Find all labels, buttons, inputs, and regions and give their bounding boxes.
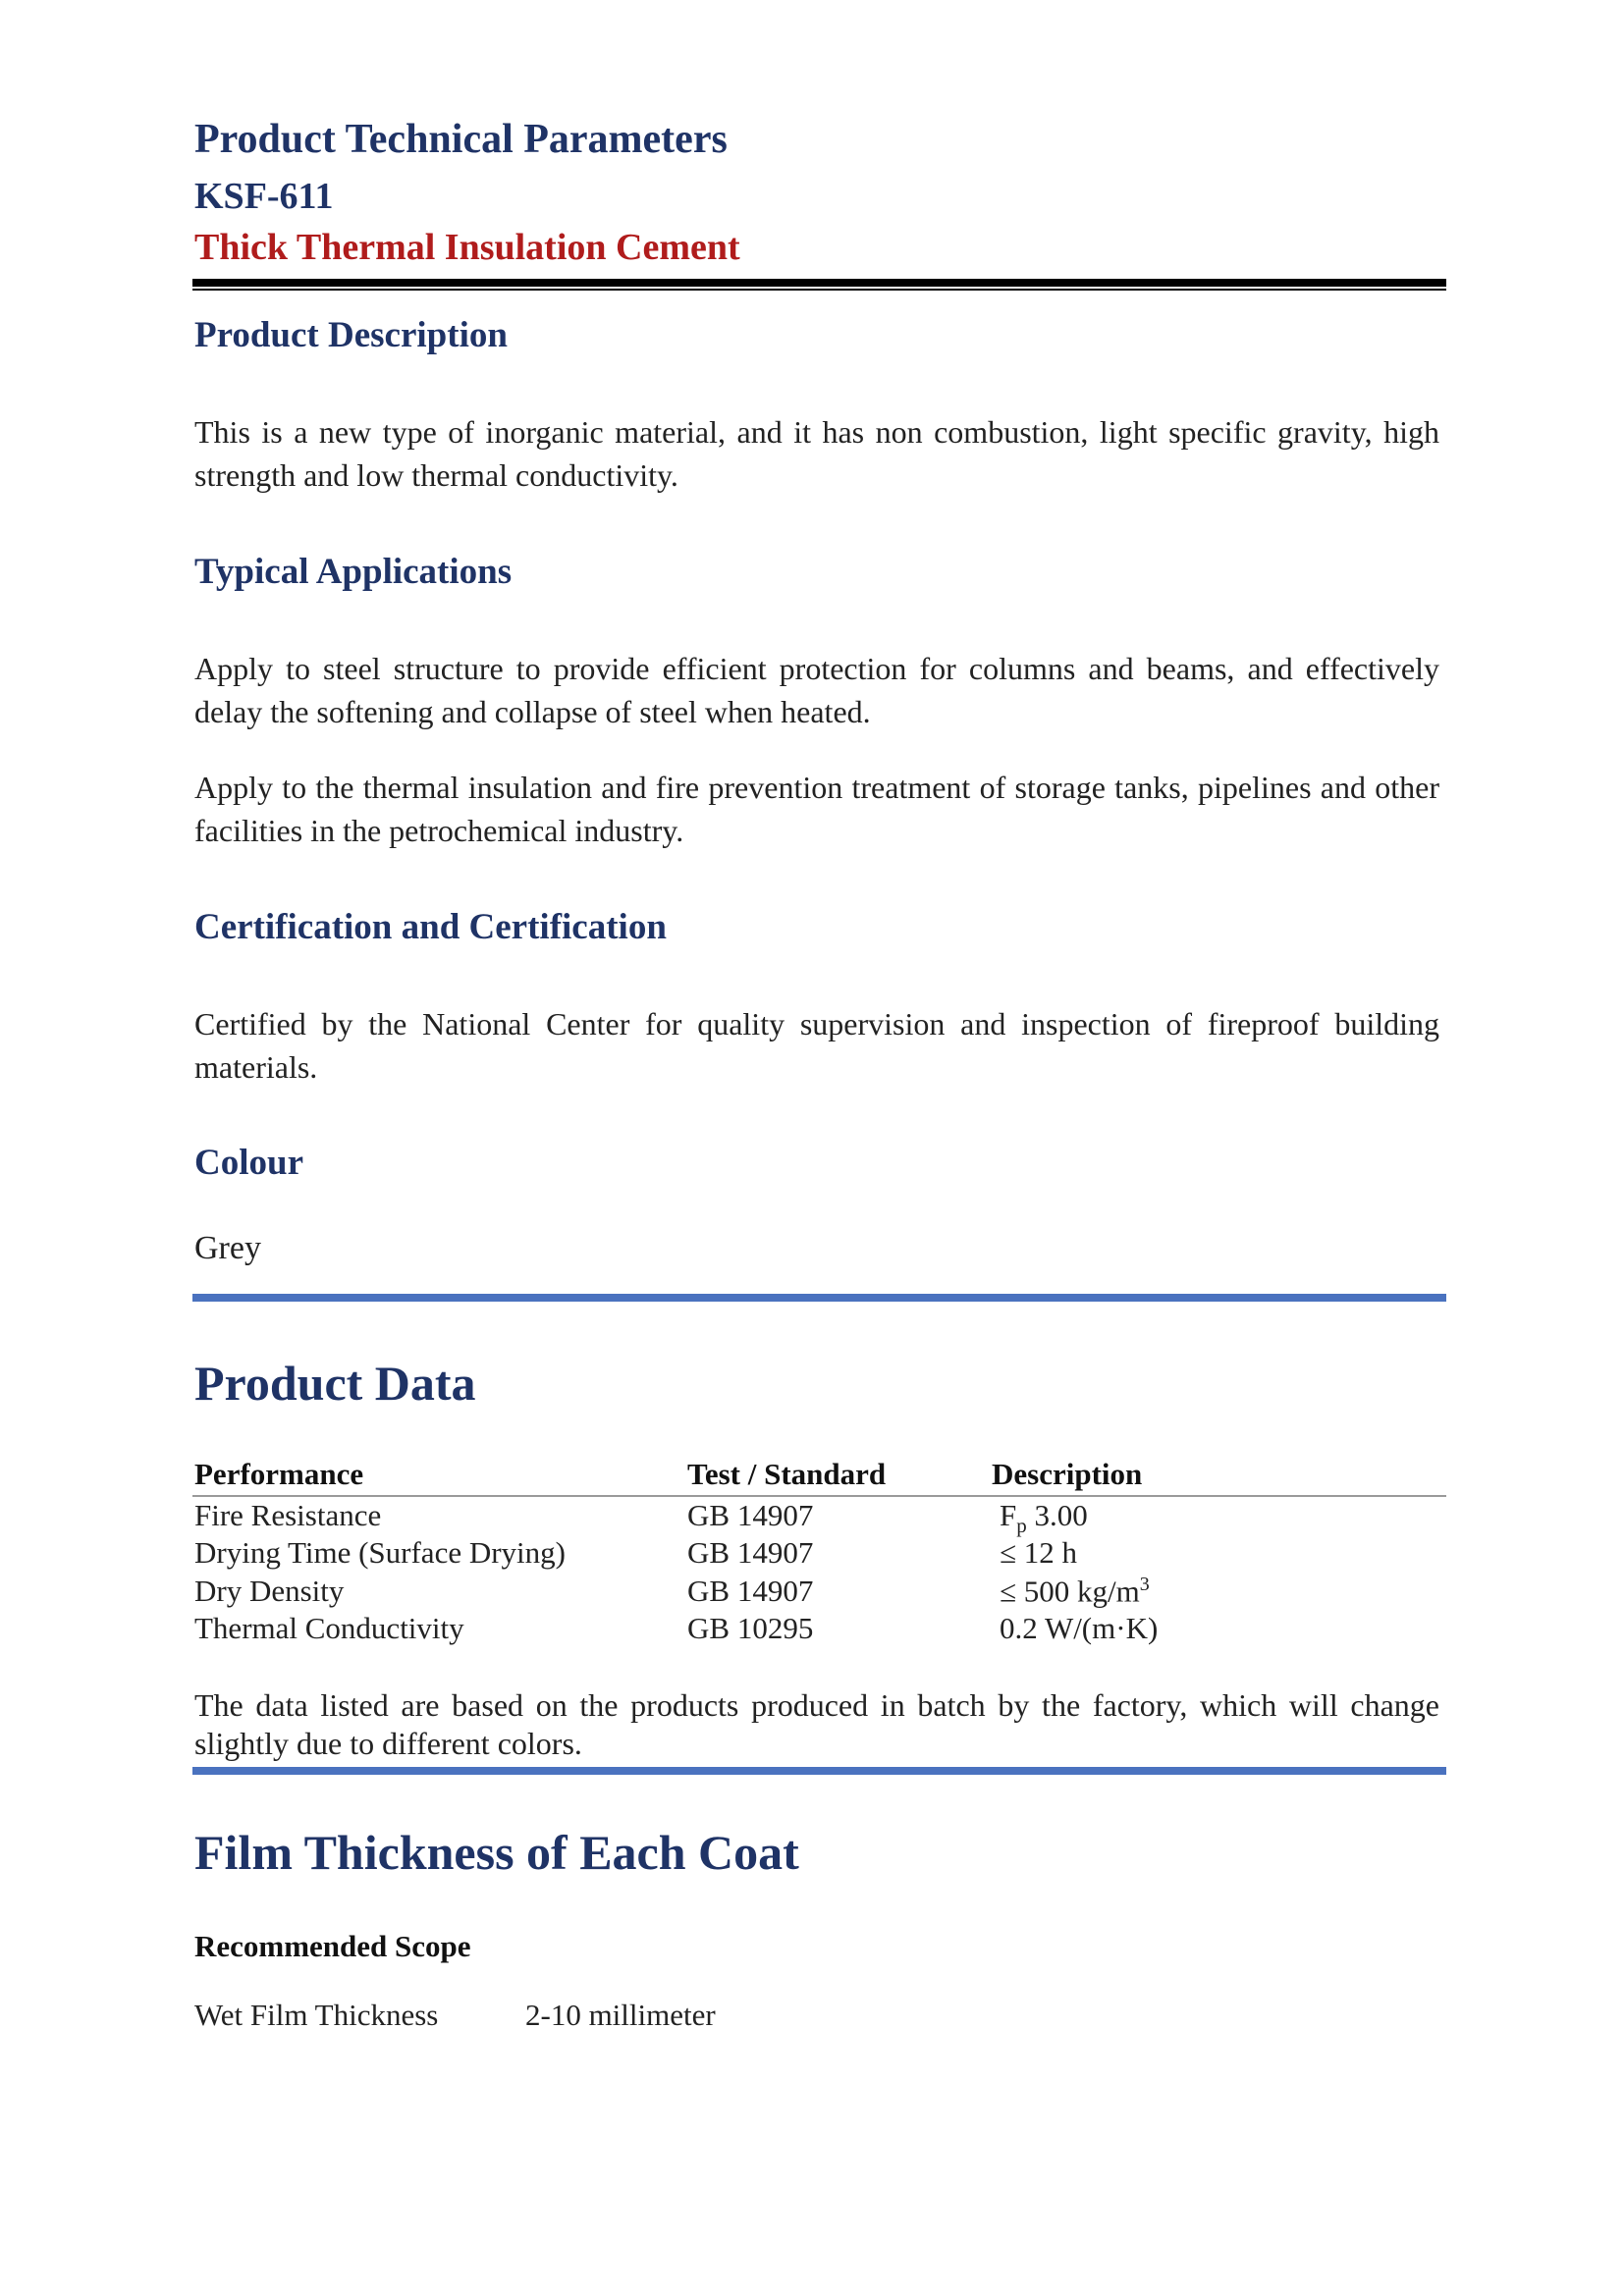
- film-thickness-heading: Film Thickness of Each Coat: [194, 1825, 799, 1880]
- description-heading: Product Description: [194, 315, 508, 355]
- film-subheading: Recommended Scope: [194, 1929, 471, 1963]
- table-header-rule: [192, 1495, 1446, 1497]
- product-data-heading: Product Data: [194, 1356, 476, 1411]
- header-rule-thick: [192, 279, 1446, 287]
- table-cell-standard: GB 14907: [687, 1574, 814, 1608]
- product-name: Thick Thermal Insulation Cement: [194, 227, 740, 268]
- table-cell-description: ≤ 12 h: [1000, 1535, 1078, 1570]
- table-cell-performance: Fire Resistance: [194, 1498, 382, 1532]
- table-cell-performance: Dry Density: [194, 1574, 345, 1608]
- table-cell-standard: GB 14907: [687, 1498, 814, 1532]
- certification-text: Certified by the National Center for quality supervision and inspection of fireproof building materials.: [194, 1006, 1439, 1085]
- table-header-performance: Performance: [194, 1457, 364, 1491]
- table-cell-description: ≤ 500 $kg/m^3$: [1000, 1574, 1150, 1609]
- applications-paragraph-1: Apply to steel structure to provide efficient protection for columns and beams, and effectively delay the softening and collapse of steel when heated.: [194, 651, 1439, 729]
- certification-heading: Certification and Certification: [194, 907, 667, 947]
- header-rule-thin: [192, 289, 1446, 291]
- colour-heading: Colour: [194, 1143, 303, 1183]
- document-title: Product Technical Parameters: [194, 117, 728, 162]
- table-header-description: Description: [992, 1457, 1143, 1491]
- product-data-note: The data listed are based on the products produced in batch by the factory, which will change slightly due to different colors.: [194, 1687, 1439, 1761]
- table-cell-performance: Thermal Conductivity: [194, 1611, 464, 1645]
- table-cell-performance: Drying Time (Surface Drying): [194, 1535, 566, 1570]
- section-divider-1: [192, 1294, 1446, 1302]
- table-header-standard: Test / Standard: [687, 1457, 887, 1491]
- product-code: KSF-611: [194, 176, 334, 217]
- section-divider-2: [192, 1767, 1446, 1775]
- table-cell-standard: GB 14907: [687, 1535, 814, 1570]
- colour-value: Grey: [194, 1230, 261, 1266]
- applications-paragraph-2: Apply to the thermal insulation and fire prevention treatment of storage tanks, pipelines and other facilities in the petrochemical industry.: [194, 770, 1439, 848]
- wet-film-label: Wet Film Thickness: [194, 1998, 439, 2032]
- table-cell-description: 0.2 W/(m·K): [1000, 1611, 1159, 1645]
- description-text: This is a new type of inorganic material, and it has non combustion, light specific gravity, high strength and low thermal conductivity.: [194, 414, 1439, 493]
- wet-film-value: 2-10 millimeter: [525, 1998, 716, 2032]
- table-cell-standard: GB 10295: [687, 1611, 814, 1645]
- table-cell-description: $F_p$ 3.00: [1000, 1498, 1088, 1538]
- applications-heading: Typical Applications: [194, 552, 513, 592]
